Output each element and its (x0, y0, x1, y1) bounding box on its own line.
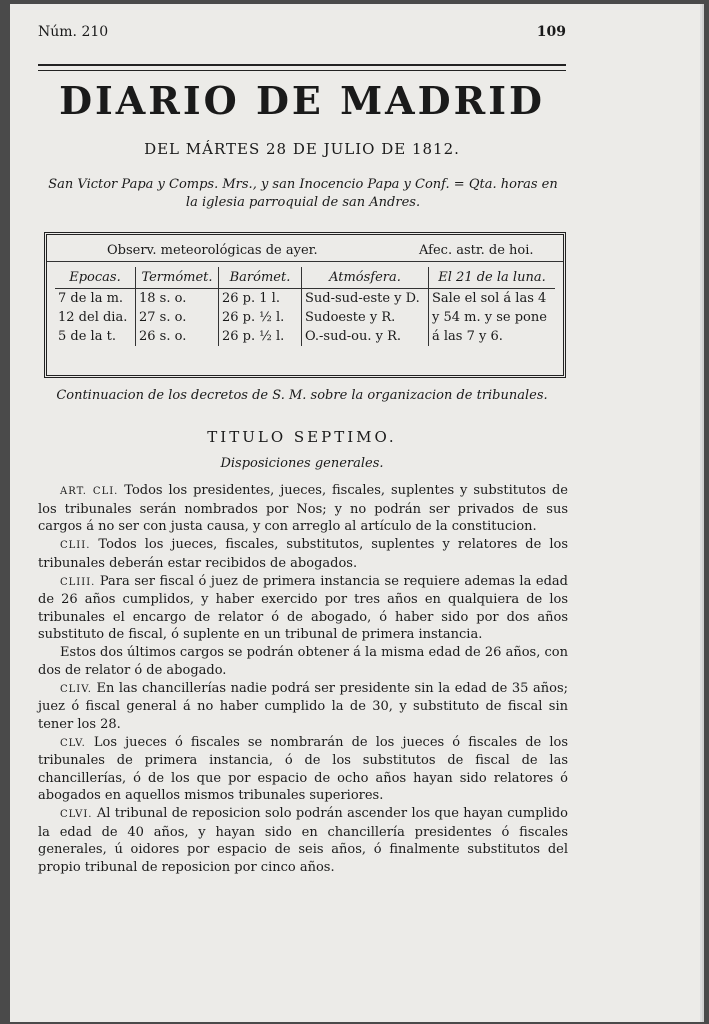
article-text: Todos los jueces, fiscales, substitutos, suplentes y relatores de los tribunales deberán estar recibidos de abogados. (38, 537, 568, 571)
article-text: Al tribunal de reposicion solo podrán ascender los que hayan cumplido la edad de 40 años, y hayan sido en chancillería presidentes ó fiscales generales, ú oidores por espacio de seis años, ó finalmente substitutos del propio tribunal de reposicion por cinco años. (38, 806, 568, 875)
cell: 7 de la m. (55, 289, 136, 309)
cell: 26 p. ½ l. (219, 327, 302, 346)
article-paragraph (38, 805, 568, 876)
cell: 26 p. ½ l. (219, 308, 302, 327)
meteo-grid (55, 267, 555, 346)
section-title: TITULO SEPTIMO. (207, 428, 397, 446)
article-paragraph (38, 680, 568, 734)
issue-number: Núm. 210 (38, 24, 109, 40)
cell: 27 s. o. (136, 308, 219, 327)
col-epocas: Epocas. (55, 267, 136, 289)
cell: 26 p. 1 l. (219, 289, 302, 309)
cell: Sale el sol á las 4 (432, 291, 547, 306)
article-body (38, 482, 568, 877)
meteo-header-row (47, 239, 563, 262)
col-barometro: Barómet. (219, 267, 302, 289)
article-label: CLIV. (60, 683, 92, 695)
article-text: Estos dos últimos cargos se podrán obtener á la misma edad de 26 años, con dos de relator ó de abogado. (38, 645, 568, 678)
table-row (55, 289, 555, 309)
article-text: En las chancillerías nadie podrá ser presidente sin la edad de 35 años; juez ó fiscal general á no haber cumplido la de 30, y substituto de fiscal sin tener los 28. (38, 680, 568, 732)
col-termometro: Termómet. (136, 267, 219, 289)
cell: 26 s. o. (136, 327, 219, 346)
article-paragraph (38, 536, 568, 572)
article-text: Para ser fiscal ó juez de primera instancia se requiere ademas la edad de 26 años cumplidos, y haber exercido por tres años en qualquiera de los tribunales el encargo de relator ó de abogado, ó haber sido por dos años substituto de fiscal, ó suplente en un tribunal de primera instancia. (38, 573, 568, 642)
header-rule-bottom (38, 70, 566, 71)
article-label: CLVI. (60, 809, 93, 820)
cell: O.-sud-ou. y R. (302, 327, 429, 346)
article-paragraph (38, 482, 568, 536)
cell: Sudoeste y R. (302, 308, 429, 327)
article-label: CLIII. (60, 576, 96, 588)
col-luna: El 21 de la luna. (429, 267, 556, 289)
page-number: 109 (536, 24, 566, 40)
cell: 18 s. o. (136, 289, 219, 309)
meteo-left-title: Observ. meteorológicas de ayer. (107, 243, 318, 258)
article-label: ART. CLI. (60, 486, 119, 497)
cell: 12 del dia. (55, 308, 136, 327)
article-label: CLV. (60, 737, 86, 749)
cell: y 54 m. y se pone (432, 310, 547, 325)
table-row (55, 308, 555, 327)
continuation-heading: Continuacion de los decretos de S. M. sobre la organizacion de tribunales. (56, 388, 548, 403)
meteo-right-title: Afec. astr. de hoi. (419, 243, 534, 258)
issue-date: DEL MÁRTES 28 DE JULIO DE 1812. (144, 140, 460, 158)
article-paragraph (38, 644, 568, 679)
meteorological-table (44, 232, 566, 378)
cell: á las 7 y 6. (432, 329, 503, 344)
cell: 5 de la t. (55, 327, 136, 346)
table-row (55, 327, 555, 346)
saints-of-day: San Victor Papa y Comps. Mrs., y san Inocencio Papa y Conf. = Qta. horas en la iglesia parroquial de san Andres. (48, 177, 558, 210)
cell: Sud-sud-este y D. (302, 289, 429, 309)
section-subtitle: Disposiciones generales. (220, 456, 384, 471)
article-text: Todos los presidentes, jueces, fiscales, suplentes y substitutos de los tribunales serán nombrados por Nos; y no podrán ser privados de sus cargos á no ser con justa causa, y con arreglo al artículo de la constitucion. (38, 483, 569, 534)
header-rule-top (38, 64, 566, 66)
article-paragraph (38, 573, 568, 644)
article-paragraph (38, 734, 568, 805)
col-atmosfera: Atmósfera. (302, 267, 429, 289)
article-text: Los jueces ó fiscales se nombrarán de los jueces ó fiscales de los tribunales de primera instancia, ó de los substitutos de fiscal de las chancillerías, ó de los que por espacio de ocho años hayan sido relatores ó abogados en aquellos mismos tribunales superiores. (38, 734, 568, 803)
masthead-title: DIARIO DE MADRID (59, 78, 545, 123)
article-label: CLII. (60, 540, 91, 551)
